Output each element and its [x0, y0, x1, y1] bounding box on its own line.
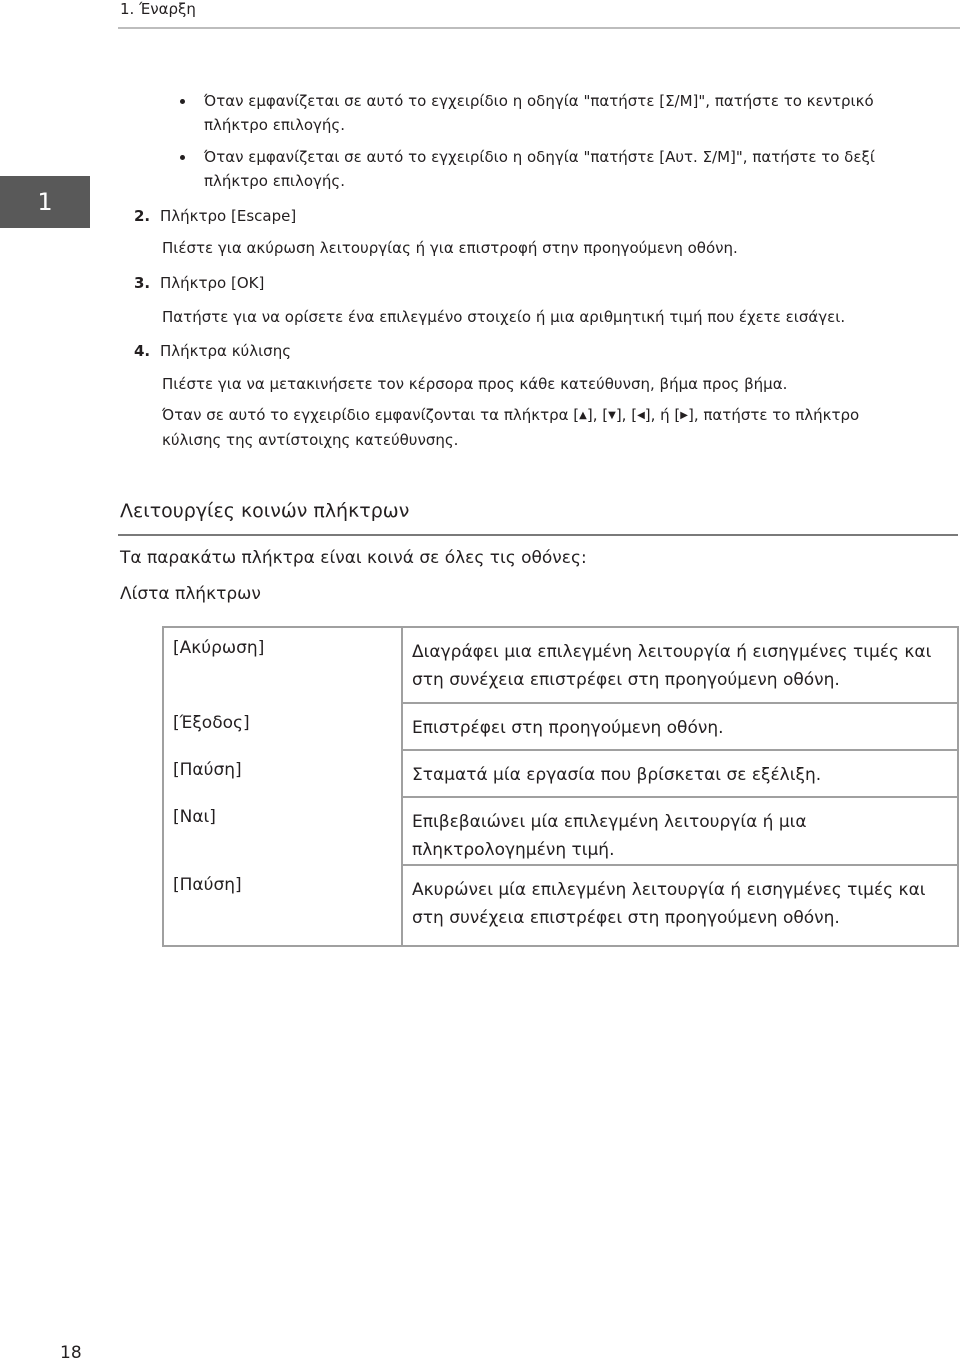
key-cell: [Παύση] [163, 750, 402, 797]
running-head: 1. Έναρξη [120, 0, 196, 18]
numbered-item-escape: 2. Πλήκτρο [Escape] [134, 207, 297, 225]
key-cell: [Ακύρωση] [163, 627, 402, 703]
description-cell: Ακυρώνει μία επιλεγμένη λειτουργία ή εισηγμένες τιμές και στη συνέχεια επιστρέφει στη προηγούμενη οθόνη. [412, 880, 926, 928]
numbered-item-scroll: 4. Πλήκτρα κύλισης [134, 342, 292, 360]
description-cell: Διαγράφει μια επιλεγμένη λειτουργία ή εισηγμένες τιμές και στη συνέχεια επιστρέφει στη προηγούμενη οθόνη. [402, 627, 958, 703]
key-cell: [Ναι] [163, 797, 402, 865]
description-cell: Επιβεβαιώνει μία επιλεγμένη λειτουργία ή μια πληκτρολογημένη τιμή. [402, 797, 958, 865]
table-row [163, 797, 958, 865]
description-cell: Σταματά μία εργασία που βρίσκεται σε εξέλιξη. [402, 750, 958, 797]
numbered-item-ok: 3. Πλήκτρο [OK] [134, 274, 265, 292]
arrow-right-icon: ▶ [680, 410, 688, 421]
section-intro: Τα παρακάτω πλήκτρα είναι κοινά σε όλες τις οθόνες: [120, 548, 587, 568]
arrow-up-icon: ▲ [579, 410, 587, 421]
key-cell: [Παύση] [163, 865, 402, 946]
arrow-down-icon: ▼ [608, 410, 616, 421]
page-number: 18 [60, 1343, 82, 1363]
scroll-keys-note: Όταν σε αυτό το εγχειρίδιο εμφανίζονται τα πλήκτρα [▲], [▼], [◀], ή [▶], πατήστε το πλήκτρο κύλισης της αντίστοιχης κατεύθυνσης. [162, 406, 860, 449]
table-row [163, 865, 958, 946]
bullet-item: Όταν εμφανίζεται σε αυτό το εγχειρίδιο η οδηγία "πατήστε [Αυτ. Σ/Μ]", πατήστε το δεξί πλήκτρο επιλογής. [180, 145, 900, 193]
section-rule [118, 534, 958, 536]
table-row [163, 750, 958, 797]
item-description: Πατήστε για να ορίσετε ένα επιλεγμένο στοιχείο ή μια αριθμητική τιμή που έχετε εισάγει. [162, 308, 846, 326]
key-cell: [Έξοδος] [163, 703, 402, 750]
item-description: Πιέστε για να μετακινήσετε τον κέρσορα προς κάθε κατεύθυνση, βήμα προς βήμα. [162, 375, 788, 393]
bullet-item: Όταν εμφανίζεται σε αυτό το εγχειρίδιο η οδηγία "πατήστε [Σ/Μ]", πατήστε το κεντρικό πλήκτρο επιλογής. [180, 89, 900, 137]
table-row [163, 703, 958, 750]
header-rule [118, 27, 960, 29]
keys-table [162, 626, 959, 947]
section-title: Λειτουργίες κοινών πλήκτρων [120, 500, 410, 522]
arrow-left-icon: ◀ [637, 410, 645, 421]
description-cell: Επιστρέφει στη προηγούμενη οθόνη. [402, 703, 958, 750]
chapter-tab: 1 [0, 176, 90, 228]
item-description: Πιέστε για ακύρωση λειτουργίας ή για επιστροφή στην προηγούμενη οθόνη. [162, 239, 738, 257]
table-row [163, 627, 958, 703]
list-title: Λίστα πλήκτρων [120, 584, 261, 604]
